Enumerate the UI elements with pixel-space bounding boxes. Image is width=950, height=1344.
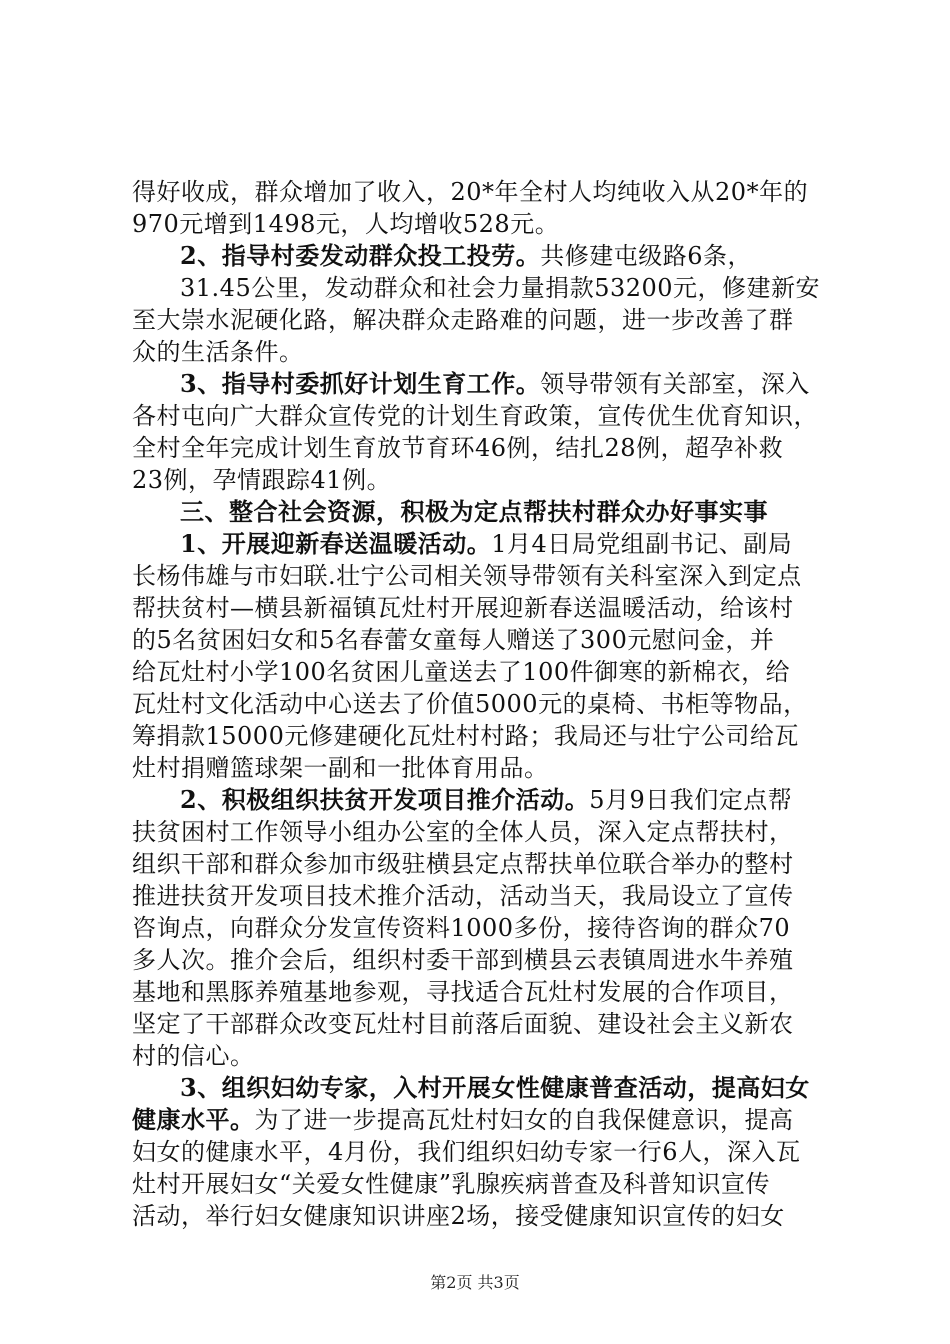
- bold-heading-text: 2、指导村委发动群众投工投劳。: [180, 241, 541, 270]
- body-text: 共修建屯级路6条，: [540, 242, 752, 270]
- text-line: [132, 464, 832, 496]
- document-body: [132, 176, 832, 1232]
- text-line: [132, 208, 832, 240]
- text-line: [132, 752, 832, 784]
- text-line: [132, 880, 832, 912]
- body-text: 给瓦灶村小学100名贫困儿童送去了100件御寒的新棉衣，给: [132, 658, 791, 686]
- text-line: [132, 1008, 832, 1040]
- text-line: [132, 944, 832, 976]
- bold-heading-text: 健康水平。: [132, 1105, 255, 1134]
- text-line: [132, 368, 832, 400]
- text-line: [132, 912, 832, 944]
- text-line: [132, 1200, 832, 1232]
- body-text: 970元增到1498元，人均增收528元。: [132, 210, 560, 238]
- body-text: 1月4日局党组副书记、副局: [491, 530, 793, 558]
- text-line: [132, 720, 832, 752]
- body-text: 众的生活条件。: [132, 338, 304, 366]
- body-text: 的5名贫困妇女和5名春蕾女童每人赠送了300元慰问金，并: [132, 626, 775, 654]
- bold-heading-text: 3、组织妇幼专家，入村开展女性健康普查活动，提高妇女: [180, 1073, 810, 1102]
- body-text: 31.45公里，发动群众和社会力量捐款53200元，修建新安: [180, 274, 821, 302]
- body-text: 至大崇水泥硬化路，解决群众走路难的问题，进一步改善了群: [132, 306, 794, 334]
- body-text: 得好收成，群众增加了收入，20*年全村人均纯收入从20*年的: [132, 178, 809, 206]
- bold-heading-text: 3、指导村委抓好计划生育工作。: [180, 369, 541, 398]
- text-line: [132, 560, 832, 592]
- text-line: [132, 816, 832, 848]
- body-text: 灶村捐赠篮球架一副和一批体育用品。: [132, 754, 549, 782]
- text-line: [132, 1168, 832, 1200]
- bold-heading-text: 三、整合社会资源，积极为定点帮扶村群众办好事实事: [180, 497, 768, 526]
- body-text: 村的信心。: [132, 1042, 255, 1070]
- text-line: [132, 272, 832, 304]
- body-text: 全村全年完成计划生育放节育环46例，结扎28例，超孕补救: [132, 434, 784, 462]
- body-text: 推进扶贫开发项目技术推介活动，活动当天，我局设立了宣传: [132, 882, 794, 910]
- text-line: [132, 688, 832, 720]
- body-text: 基地和黑豚养殖基地参观，寻找适合瓦灶村发展的合作项目，: [132, 978, 794, 1006]
- text-line: [132, 432, 832, 464]
- text-line: [132, 1104, 832, 1136]
- body-text: 各村屯向广大群众宣传党的计划生育政策，宣传优生优育知识，: [132, 402, 818, 430]
- body-text: 多人次。推介会后，组织村委干部到横县云表镇周进水牛养殖: [132, 946, 794, 974]
- text-line: [132, 240, 832, 272]
- page-footer: 第2页 共3页: [430, 1273, 520, 1292]
- bold-heading-text: 2、积极组织扶贫开发项目推介活动。: [180, 785, 590, 814]
- text-line: [132, 784, 832, 816]
- body-text: 组织干部和群众参加市级驻横县定点帮扶单位联合举办的整村: [132, 850, 794, 878]
- text-line: [132, 592, 832, 624]
- body-text: 为了进一步提高瓦灶村妇女的自我保健意识，提高: [254, 1106, 794, 1134]
- text-line: [132, 848, 832, 880]
- text-line: [132, 1136, 832, 1168]
- text-line: [132, 176, 832, 208]
- text-line: [132, 1040, 832, 1072]
- text-line: [132, 624, 832, 656]
- body-text: 活动，举行妇女健康知识讲座2场，接受健康知识宣传的妇女: [132, 1202, 785, 1230]
- body-text: 帮扶贫村—横县新福镇瓦灶村开展迎新春送温暖活动，给该村: [132, 594, 794, 622]
- body-text: 扶贫困村工作领导小组办公室的全体人员，深入定点帮扶村，: [132, 818, 794, 846]
- body-text: 筹捐款15000元修建硬化瓦灶村村路；我局还与壮宁公司给瓦: [132, 722, 799, 750]
- body-text: 灶村开展妇女“关爱女性健康”乳腺疾病普查及科普知识宣传: [132, 1170, 771, 1198]
- body-text: 瓦灶村文化活动中心送去了价值5000元的桌椅、书柜等物品，: [132, 690, 808, 718]
- text-line: [132, 496, 832, 528]
- text-line: [132, 400, 832, 432]
- text-line: [132, 336, 832, 368]
- bold-heading-text: 1、开展迎新春送温暖活动。: [180, 529, 492, 558]
- text-line: [132, 1072, 832, 1104]
- body-text: 咨询点，向群众分发宣传资料1000多份，接待咨询的群众70: [132, 914, 791, 942]
- text-line: [132, 304, 832, 336]
- body-text: 23例，孕情跟踪41例。: [132, 466, 392, 494]
- text-line: [132, 656, 832, 688]
- body-text: 坚定了干部群众改变瓦灶村目前落后面貌、建设社会主义新农: [132, 1010, 794, 1038]
- body-text: 领导带领有关部室，深入: [540, 370, 810, 398]
- text-line: [132, 528, 832, 560]
- body-text: 5月9日我们定点帮: [589, 786, 793, 814]
- text-line: [132, 976, 832, 1008]
- body-text: 妇女的健康水平，4月份，我们组织妇幼专家一行6人，深入瓦: [132, 1138, 801, 1166]
- body-text: 长杨伟雄与市妇联.壮宁公司相关领导带领有关科室深入到定点: [132, 562, 802, 590]
